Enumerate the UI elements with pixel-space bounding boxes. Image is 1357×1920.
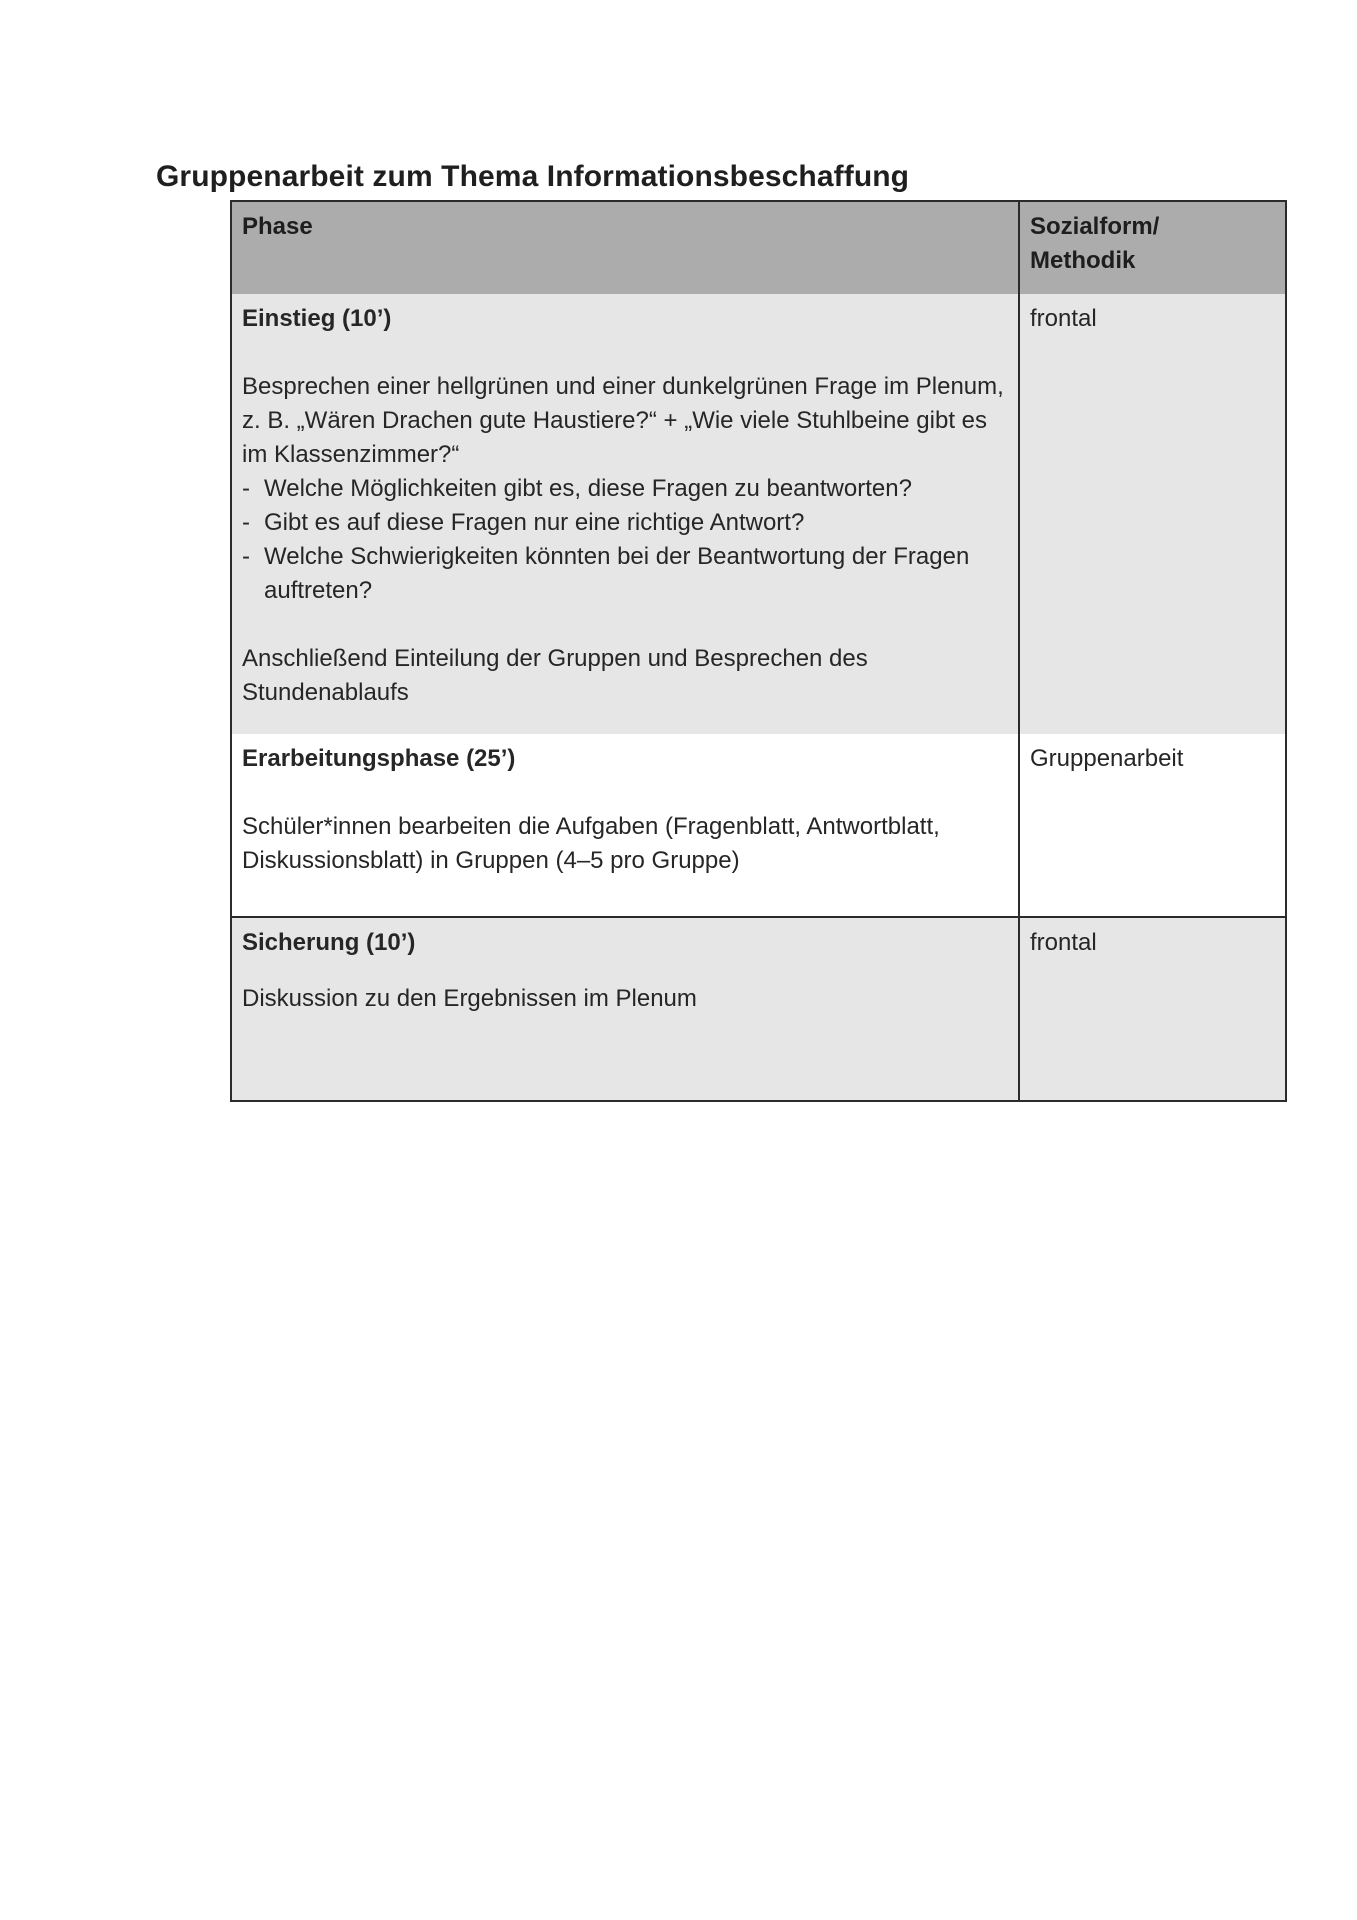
sicherung-text: Diskussion zu den Ergebnissen im Plenum <box>242 985 697 1012</box>
list-item <box>242 506 1008 540</box>
table-row-erarbeitungsphase <box>231 734 1286 917</box>
table-row-sicherung <box>231 917 1286 1101</box>
table-row-einstieg <box>231 294 1286 734</box>
phase-cell-erarbeitungsphase <box>231 734 1019 917</box>
header-sozialform <box>1019 201 1286 294</box>
sozialform-cell-erarbeitungsphase: Gruppenarbeit <box>1019 734 1286 917</box>
document-title: Gruppenarbeit zum Thema Informationsbeschaffung <box>156 160 910 193</box>
phase-cell-einstieg <box>231 294 1019 734</box>
table-header-row <box>231 201 1286 294</box>
phase-title-einstieg: Einstieg (10’) <box>242 305 392 332</box>
einstieg-outro: Anschließend Einteilung der Gruppen und Besprechen des Stundenablaufs <box>242 645 868 706</box>
dash-marker: - <box>242 543 250 570</box>
header-sozialform-label: Sozialform/ Methodik <box>1030 213 1160 274</box>
phase-title-sicherung: Sicherung (10’) <box>242 929 416 956</box>
header-phase: Phase <box>231 201 1019 294</box>
phase-cell-sicherung <box>231 917 1019 1101</box>
list-item-text: Gibt es auf diese Fragen nur eine richtige Antwort? <box>264 509 805 536</box>
lesson-plan-table <box>230 200 1287 1102</box>
dash-marker: - <box>242 475 250 502</box>
einstieg-question-list <box>242 472 1008 608</box>
phase-title-erarbeitungsphase: Erarbeitungsphase (25’) <box>242 745 516 772</box>
list-item-text: Welche Schwierigkeiten könnten bei der Beantwortung der Fragen auftreten? <box>264 543 970 604</box>
erarbeitungsphase-text: Schüler*innen bearbeiten die Aufgaben (Fragenblatt, Antwortblatt, Diskussionsblatt) in Gruppen (4–5 pro Gruppe) <box>242 813 940 874</box>
sozialform-cell-sicherung: frontal <box>1019 917 1286 1101</box>
dash-marker: - <box>242 509 250 536</box>
list-item-text: Welche Möglichkeiten gibt es, diese Fragen zu beantworten? <box>264 475 912 502</box>
einstieg-intro: Besprechen einer hellgrünen und einer dunkelgrünen Frage im Plenum, z. B. „Wären Drachen gute Haustiere?“ + „Wie viele Stuhlbeine gibt es im Klassenzimmer?“ <box>242 373 1004 468</box>
list-item <box>242 540 1008 608</box>
list-item <box>242 472 1008 506</box>
sozialform-cell-einstieg: frontal <box>1019 294 1286 734</box>
